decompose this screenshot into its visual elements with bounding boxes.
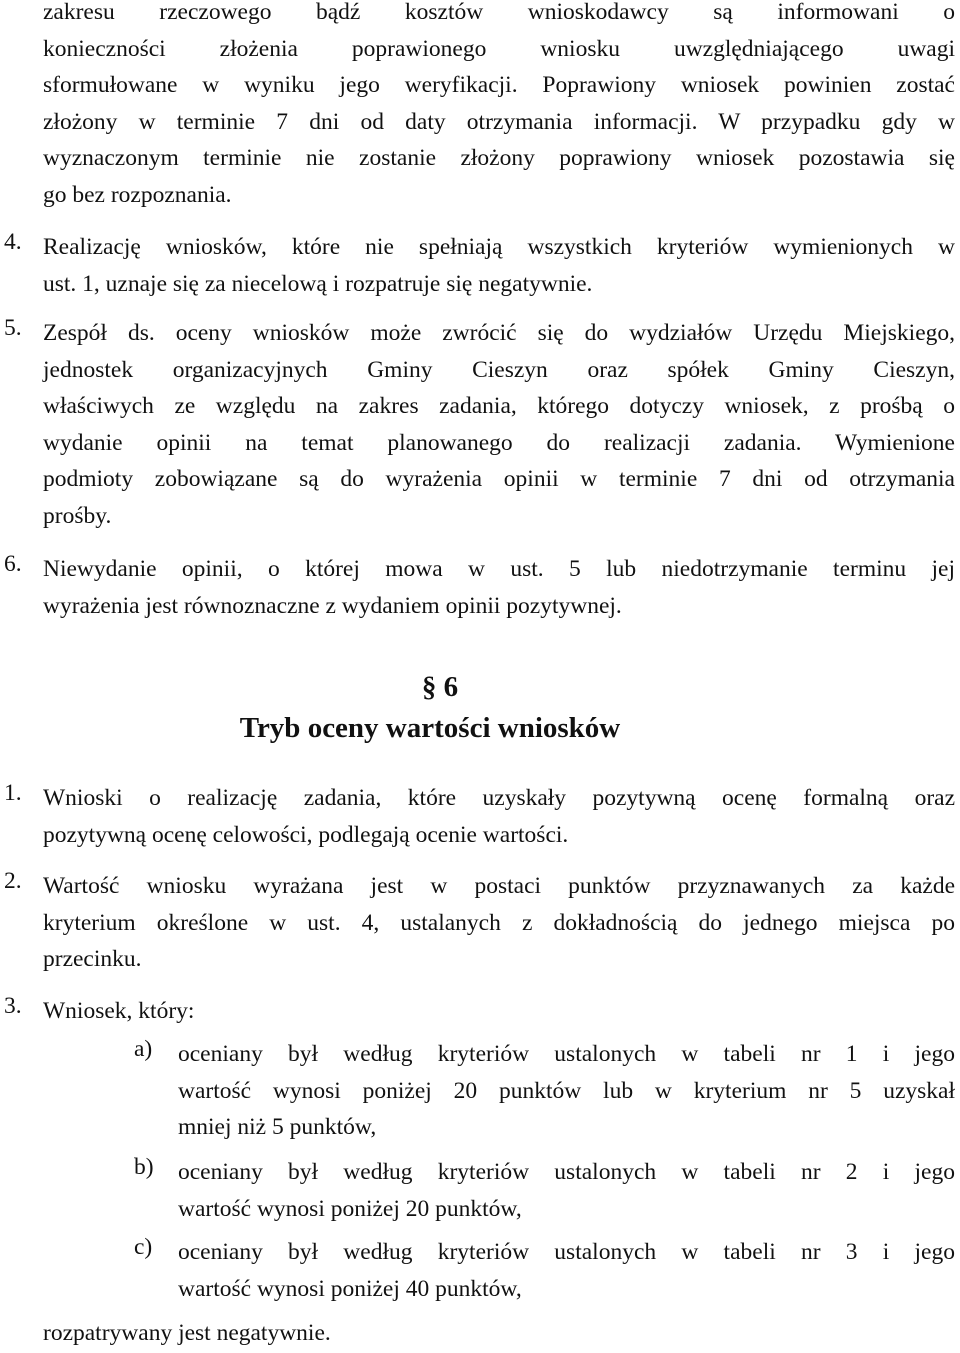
text-line: oceniany był według kryteriów ustalonych w tabeli nr 1 i jego bbox=[178, 1041, 955, 1067]
text-line: Wartość wniosku wyrażana jest w postaci punktów przyznawanych za każde bbox=[43, 873, 955, 899]
point-5 bbox=[4, 315, 955, 352]
text-line: Wnioski o realizację zadania, które uzyskały pozytywną ocenę formalną oraz bbox=[43, 785, 955, 811]
point-3 bbox=[4, 993, 955, 1030]
text-line: wyrażenia jest równoznaczne z wydaniem opinii pozytywnej. bbox=[43, 592, 622, 619]
text-line: mniej niż 5 punktów, bbox=[178, 1114, 377, 1140]
point-2 bbox=[4, 868, 955, 905]
point-number: 2. bbox=[4, 868, 22, 894]
text-line: właściwych ze względu na zakres zadania, którego dotyczy wniosek, z prośbą o bbox=[43, 393, 955, 419]
text-line: wartość wynosi poniżej 20 punktów, bbox=[178, 1195, 522, 1222]
text-line: wyznaczonym terminie nie zostanie złożony poprawiony wniosek pozostawia się bbox=[43, 145, 955, 171]
text-line: Realizację wniosków, które nie spełniają wszystkich kryteriów wymienionych w bbox=[43, 234, 955, 260]
text-line: oceniany był według kryteriów ustalonych w tabeli nr 2 i jego bbox=[178, 1159, 955, 1185]
sub-point-letter: b) bbox=[134, 1154, 154, 1180]
text-line: jednostek organizacyjnych Gminy Cieszyn oraz spółek Gminy Cieszyn, bbox=[43, 356, 955, 383]
text-line: konieczności złożenia poprawionego wniosku uwzględniającego uwagi bbox=[43, 35, 955, 62]
section-title: Tryb oceny wartości wniosków bbox=[239, 712, 621, 744]
text-line: przecinku. bbox=[43, 946, 142, 972]
text-line: sformułowane w wyniku jego weryfikacji. Poprawiony wniosek powinien zostać bbox=[43, 72, 955, 98]
text-line: rozpatrywany jest negatywnie. bbox=[43, 1320, 331, 1346]
text-line: ust. 1, uznaje się za niecelową i rozpatruje się negatywnie. bbox=[43, 270, 593, 297]
text-line: zakresu rzeczowego bądź kosztów wnioskodawcy są informowani o bbox=[43, 0, 955, 25]
text-line: wartość wynosi poniżej 40 punktów, bbox=[178, 1275, 522, 1302]
point-2-continuation bbox=[43, 905, 955, 978]
text-line: go bez rozpoznania. bbox=[43, 181, 232, 208]
intro-paragraph bbox=[43, 0, 955, 213]
point-1 bbox=[4, 780, 955, 817]
text-line: Wniosek, który: bbox=[43, 998, 195, 1024]
point-number: 3. bbox=[4, 993, 22, 1019]
sub-point-letter: c) bbox=[134, 1234, 153, 1260]
text-line: złożony w terminie 7 dni od daty otrzymania informacji. W przypadku gdy w bbox=[43, 108, 955, 135]
text-line: Niewydanie opinii, o której mowa w ust. 5 lub niedotrzymanie terminu jej bbox=[43, 556, 955, 582]
point-number: 5. bbox=[4, 315, 22, 341]
section-number: § 6 bbox=[421, 671, 459, 703]
text-line: wydanie opinii na temat planowanego do realizacji zadania. Wymienione bbox=[43, 429, 955, 456]
text-line: prośby. bbox=[43, 502, 112, 529]
sub-point-c bbox=[134, 1234, 955, 1307]
point-6 bbox=[4, 551, 955, 588]
point-number: 6. bbox=[4, 551, 22, 577]
point-5-continuation bbox=[43, 352, 955, 535]
text-line: wartość wynosi poniżej 20 punktów lub w kryterium nr 5 uzyskał bbox=[178, 1077, 955, 1104]
text-line: podmioty zobowiązane są do wyrażenia opinii w terminie 7 dni od otrzymania bbox=[43, 466, 955, 492]
sub-point-a bbox=[134, 1036, 955, 1146]
point-6-continuation bbox=[43, 588, 955, 625]
text-line: oceniany był według kryteriów ustalonych w tabeli nr 3 i jego bbox=[178, 1239, 955, 1265]
sub-point-b bbox=[134, 1154, 955, 1227]
point-number: 4. bbox=[4, 229, 22, 255]
point-number: 1. bbox=[4, 780, 22, 806]
text-line: kryterium określone w ust. 4, ustalanych z dokładnością do jednego miejsca po bbox=[43, 909, 955, 936]
closing-line bbox=[43, 1315, 955, 1352]
text-line: pozytywną ocenę celowości, podlegają ocenie wartości. bbox=[43, 821, 569, 848]
point-1-continuation bbox=[43, 817, 955, 854]
text-line: Zespół ds. oceny wniosków może zwrócić się do wydziałów Urzędu Miejskiego, bbox=[43, 320, 955, 346]
point-4 bbox=[4, 229, 955, 302]
sub-point-letter: a) bbox=[134, 1036, 153, 1062]
